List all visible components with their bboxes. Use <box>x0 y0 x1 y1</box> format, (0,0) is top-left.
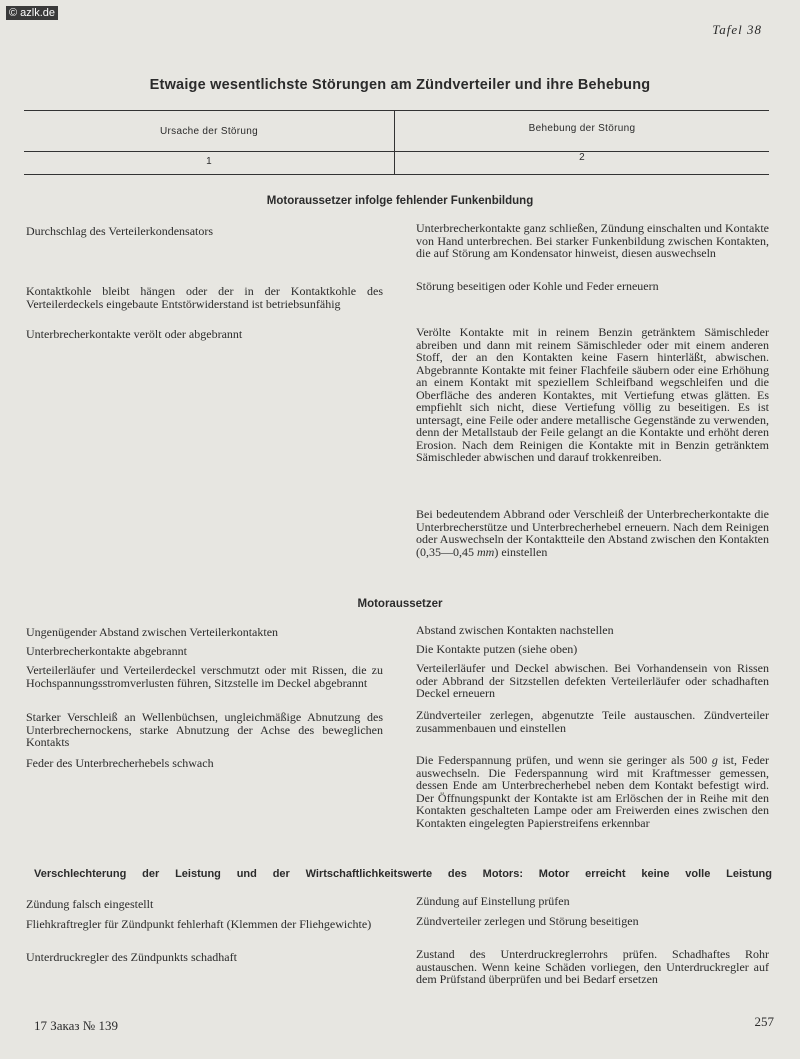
cause-text: Ungenügender Abstand zwischen Verteilerkontakten <box>26 625 279 639</box>
column-number-1: 1 <box>206 156 212 167</box>
tafel-number: Tafel 38 <box>712 22 762 37</box>
remedy-text: Unterbrecherkontakte ganz schließen, Zündung einschalten und Kontakte von Hand unterbrechen. Bei starker Funkenbildung zwischen Kontakten, die auf Störung am Kondensator hinweist, diesen auswechseln <box>416 221 769 260</box>
print-order-number: 17 Заказ № 139 <box>34 1018 118 1033</box>
remedy-text: Verölte Kontakte mit in reinem Benzin getränktem Sämischleder abreiben und dann mit reinem Sämischleder oder mit einem anderen Stoff, der an den Kontakten keine Fasern hinterläßt, abwischen. Abgebrannte Kontakte mit feiner Flachfeile säubern oder eine Erhöhung an einem Kontakt mit speziellem Schleifband wegschleifen und die Oberfläche des anderen Kontaktes, mit Vertiefung etwas glätten. Es empfiehlt sich nicht, diese Vertiefung völlig zu beseitigen. Es ist untersagt, eine Feile oder andere metallische Gegenstände zu verwenden, denn der Metallstaub der Feile gelangt an die Kontakte und erhöht deren Erosion. Nach dem Reinigen die Kontakte mit in Benzin getränktem Sämischleder abwischen und darauf trokkenreiben. <box>416 325 769 464</box>
remedy-text: Zündung auf Einstellung prüfen <box>416 894 570 908</box>
table-header <box>24 110 769 175</box>
unit-mm: mm <box>477 544 495 559</box>
remedy-text-part: Bei bedeutendem Abbrand oder Verschleiß der Unterbrecherkontakte die Unterbrecherstütze und Unterbrecherhebel erneuern. Nach dem Reinigen oder Auswechseln der Kontaktteile den Abstand zwischen den Kontakten (0,35—0,45 <box>416 507 769 559</box>
section-heading: Motoraussetzer infolge fehlender Funkenbildung <box>266 195 534 207</box>
remedy-text: Abstand zwischen Kontakten nachstellen <box>416 623 614 637</box>
cause-text: Unterdruckregler des Zündpunkts schadhaft <box>26 950 237 964</box>
watermark-logo: © azlk.de <box>6 6 58 20</box>
page-number: 257 <box>754 1014 774 1029</box>
remedy-text <box>416 754 769 829</box>
cause-text: Starker Verschleiß an Wellenbüchsen, ungleichmäßige Abnutzung des Unterbrechernockens, starke Abnutzung der Achse des beweglichen Kontakts <box>26 710 383 749</box>
column-header-remedy: Behebung der Störung <box>528 123 636 134</box>
cause-text: Durchschlag des Verteilerkondensators <box>26 224 214 238</box>
cause-text: Feder des Unterbrecherhebels schwach <box>26 756 214 770</box>
column-number-2: 2 <box>579 152 585 163</box>
column-divider <box>394 111 395 174</box>
remedy-text: Zustand des Unterdruckreglerrohrs prüfen. Schadhaftes Rohr austauschen. Wenn keine Schäden vorliegen, den Unterdruckregler auf dem Prüfstand überprüfen und bei Bedarf ersetzen <box>416 947 769 986</box>
cause-text: Verteilerläufer und Verteilerdeckel verschmutzt oder mit Rissen, die zu Hochspannungsstromverlusten führen, Sitzstelle im Deckel abgebrannt <box>26 663 383 690</box>
cause-text: Unterbrecherkontakte abgebrannt <box>26 644 187 658</box>
cause-text: Unterbrecherkontakte verölt oder abgebrannt <box>26 327 243 341</box>
cause-text: Fliehkraftregler für Zündpunkt fehlerhaft (Klemmen der Fliehgewichte) <box>26 917 372 931</box>
column-header-cause: Ursache der Störung <box>160 126 258 137</box>
cause-text: Zündung falsch eingestellt <box>26 897 154 911</box>
unit-g: g <box>711 753 718 767</box>
remedy-text-part: ist, Feder auswechseln. Die Federspannung wird mit Kraftmesser gemessen, dessen Ende am Unterbrecherhebel neben dem Kontakt befestigt wird. Der Öffnungspunkt der Kontakte ist am Erlöschen der in Reihe mit den Kontakten geschalteten Lampe oder am Freiwerden eines zwischen den Kontakten eingelegten Papierstreifens erkennbar <box>416 753 769 830</box>
remedy-text: Zündverteiler zerlegen und Störung beseitigen <box>416 914 639 928</box>
section-heading: Verschlechterung der Leistung und der Wirtschaftlichkeitswerte des Motors: Motor erreicht keine volle Leistung <box>34 868 772 880</box>
remedy-text: Die Kontakte putzen (siehe oben) <box>416 642 578 656</box>
remedy-text: Zündverteiler zerlegen, abgenutzte Teile austauschen. Zündverteiler zusammenbauen und einstellen <box>416 708 769 735</box>
page-title: Etwaige wesentlichste Störungen am Zündverteiler und ihre Behebung <box>149 77 651 93</box>
remedy-text: Verteilerläufer und Deckel abwischen. Bei Vorhandensein von Rissen oder Abbrand der Sitzstellen defekten Verteilerläufer oder schadhaften Deckel erneuern <box>416 661 769 700</box>
remedy-text-part: ) einstellen <box>494 544 548 559</box>
remedy-text-part: Die Federspannung prüfen, und wenn sie geringer als 500 <box>416 753 712 767</box>
cause-text: Kontaktkohle bleibt hängen oder der in der Kontaktkohle des Verteilerdeckels eingebaute Entstörwiderstand ist betriebsunfähig <box>26 284 383 311</box>
section-heading: Motoraussetzer <box>357 598 443 610</box>
remedy-text: Störung beseitigen oder Kohle und Feder erneuern <box>416 279 659 293</box>
remedy-text-continued <box>416 508 769 558</box>
